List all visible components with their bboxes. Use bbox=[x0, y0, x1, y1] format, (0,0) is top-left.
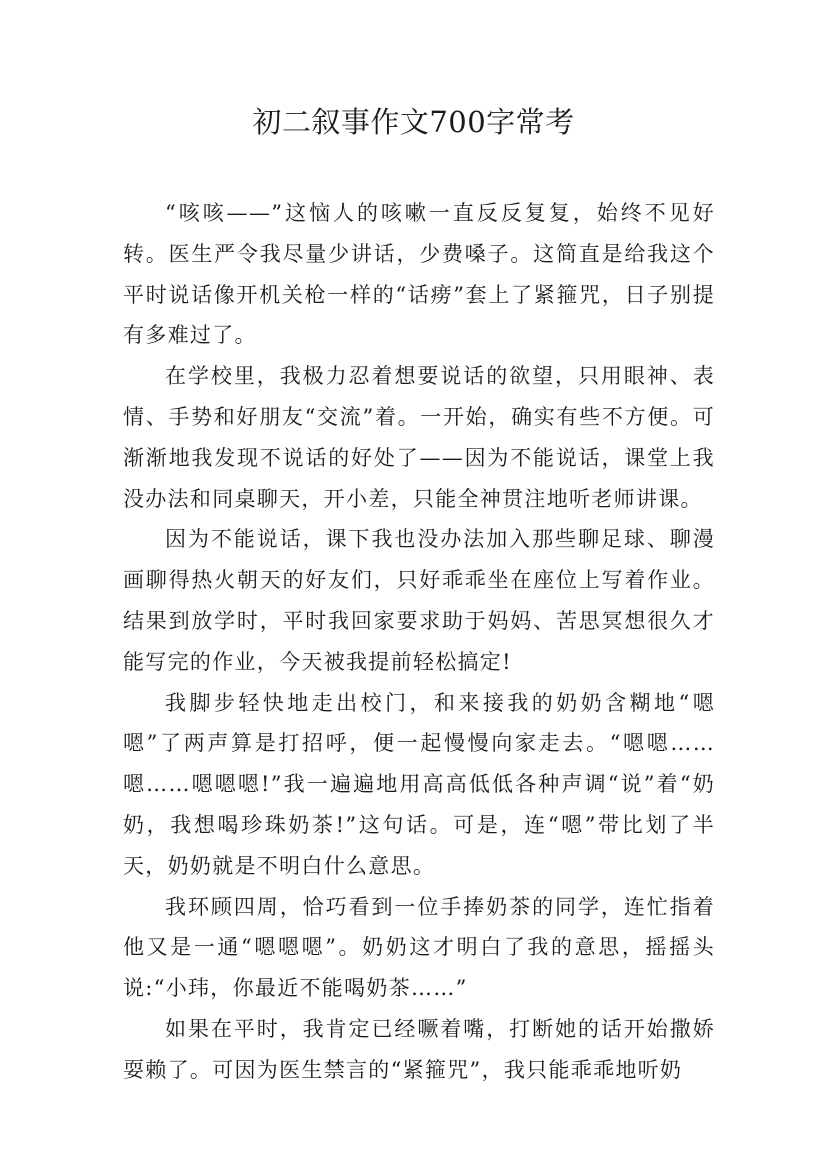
paragraph-6: 如果在平时，我肯定已经噘着嘴，打断她的话开始撒娇耍赖了。可因为医生禁言的“紧箍咒”，我只能乖乖地听奶 bbox=[123, 1016, 715, 1082]
document-title: 初二叙事作文700字常考 bbox=[252, 105, 575, 139]
paragraph-2: 在学校里，我极力忍着想要说话的欲望，只用眼神、表情、手势和好朋友“交流”着。一开始，确实有些不方便。可渐渐地我发现不说话的好处了——因为不能说话，课堂上我没办法和同桌聊天，开小差，只能全神贯注地听老师讲课。 bbox=[123, 364, 715, 511]
paragraph-1: “咳咳——”这恼人的咳嗽一直反反复复，始终不见好转。医生严令我尽量少讲话，少费嗓子。这简直是给我这个平时说话像开机关枪一样的“话痨”套上了紧箍咒，日子别提有多难过了。 bbox=[123, 201, 715, 348]
paragraph-3: 因为不能说话，课下我也没办法加入那些聊足球、聊漫画聊得热火朝天的好友们，只好乖乖坐在座位上写着作业。结果到放学时，平时我回家要求助于妈妈、苦思冥想很久才能写完的作业，今天被我提前轻松搞定! bbox=[123, 527, 715, 674]
document-body bbox=[123, 193, 715, 1091]
paragraph-4: 我脚步轻快地走出校门，和来接我的奶奶含糊地“嗯嗯”了两声算是打招呼，便一起慢慢向家走去。“嗯嗯……嗯……嗯嗯嗯!”我一遍遍地用高高低低各种声调“说”着“奶奶，我想喝珍珠奶茶!”这句话。可是，连“嗯”带比划了半天，奶奶就是不明白什么意思。 bbox=[123, 690, 715, 878]
paragraph-5: 我环顾四周，恰巧看到一位手捧奶茶的同学，连忙指着他又是一通“嗯嗯嗯”。奶奶这才明白了我的意思，摇摇头说:“小玮，你最近不能喝奶茶……” bbox=[123, 894, 715, 1001]
